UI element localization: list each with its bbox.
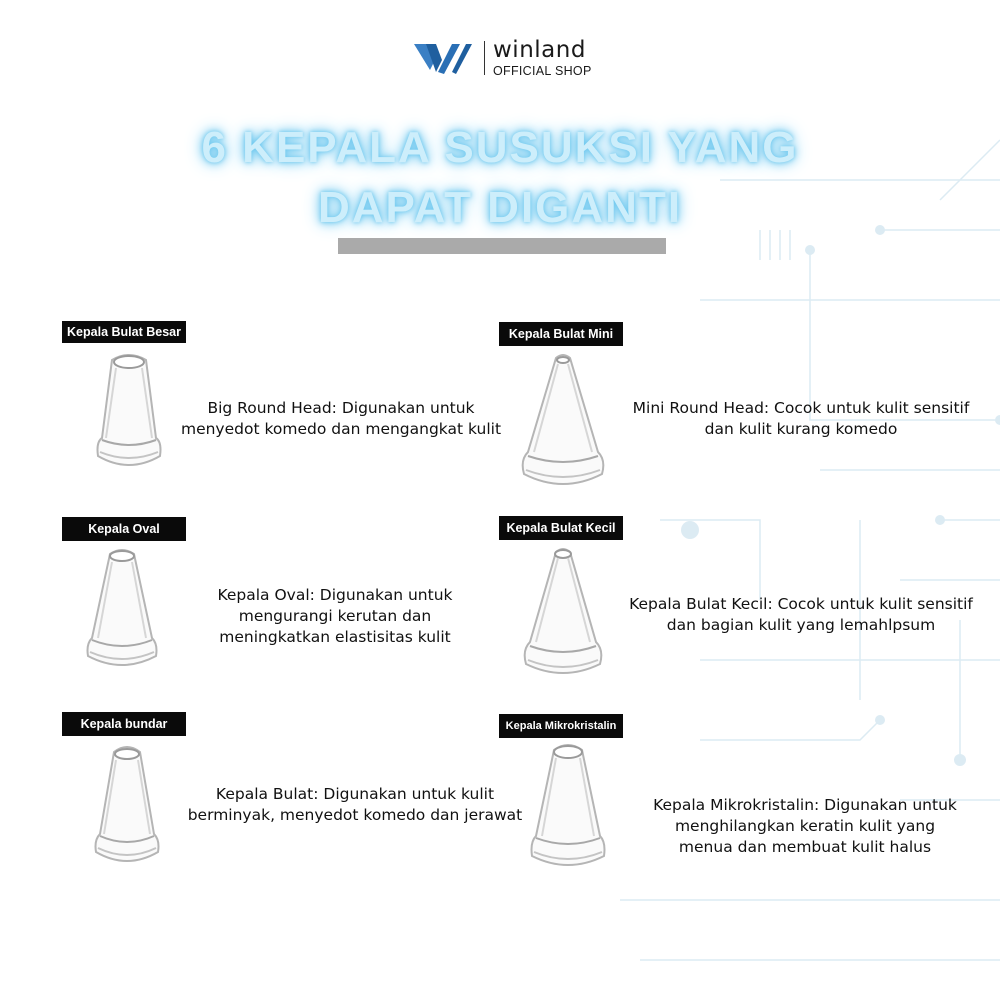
head-description-bundar bbox=[170, 784, 540, 826]
head-label-bulat-mini: Kepala Bulat Mini bbox=[499, 322, 623, 346]
head-label-mikrokristalin: Kepala Mikrokristalin bbox=[499, 714, 623, 738]
title-underline-bar bbox=[338, 238, 666, 254]
page-title-line-2: DAPAT DIGANTI bbox=[317, 183, 683, 232]
brand-text bbox=[493, 36, 592, 78]
microcrystalline-head-icon bbox=[526, 742, 610, 870]
head-description-bulat-besar bbox=[164, 398, 518, 440]
brand-subtitle: OFFICIAL SHOP bbox=[493, 63, 592, 78]
description-line: Mini Round Head: Cocok untuk kulit sensitif bbox=[632, 399, 970, 417]
head-label-bulat-kecil: Kepala Bulat Kecil bbox=[499, 516, 623, 540]
description-line: menyedot komedo dan mengangkat kulit bbox=[180, 420, 502, 438]
description-line: dan kulit kurang komedo bbox=[704, 420, 898, 438]
description-line: Kepala Oval: Digunakan untuk bbox=[217, 586, 453, 604]
description-line: berminyak, menyedot komedo dan jerawat bbox=[187, 806, 523, 824]
description-line: Kepala Bulat: Digunakan untuk kulit bbox=[215, 785, 495, 803]
head-label-oval: Kepala Oval bbox=[62, 517, 186, 541]
description-line: meningkatkan elastisitas kulit bbox=[219, 628, 451, 646]
brand-name: winland bbox=[493, 36, 586, 63]
head-description-oval bbox=[190, 585, 480, 648]
description-line: Kepala Mikrokristalin: Digunakan untuk bbox=[653, 796, 957, 814]
description-line: mengurangi kerutan dan bbox=[238, 607, 432, 625]
description-line: menua dan membuat kulit halus bbox=[678, 838, 932, 856]
head-label-bundar: Kepala bundar bbox=[62, 712, 186, 736]
head-description-bulat-mini bbox=[608, 398, 994, 440]
round-head-icon bbox=[90, 744, 164, 866]
wv-logo-icon bbox=[412, 40, 474, 76]
big-round-head-icon bbox=[92, 352, 166, 470]
head-description-mikrokristalin bbox=[620, 795, 990, 858]
description-line: menghilangkan keratin kulit yang bbox=[674, 817, 936, 835]
small-round-head-icon bbox=[520, 546, 606, 678]
head-label-bulat-besar: Kepala Bulat Besar bbox=[62, 321, 186, 343]
brand-header bbox=[412, 38, 592, 78]
mini-round-head-icon bbox=[518, 352, 608, 490]
description-line: Big Round Head: Digunakan untuk bbox=[207, 399, 475, 417]
description-line: dan bagian kulit yang lemahlpsum bbox=[666, 616, 936, 634]
description-line: Kepala Bulat Kecil: Cocok untuk kulit sensitif bbox=[629, 595, 973, 613]
brand-divider bbox=[484, 41, 485, 75]
page-title-line-1: 6 KEPALA SUSUKSI YANG bbox=[201, 123, 799, 172]
head-description-bulat-kecil bbox=[606, 594, 996, 636]
oval-head-icon bbox=[82, 548, 162, 670]
